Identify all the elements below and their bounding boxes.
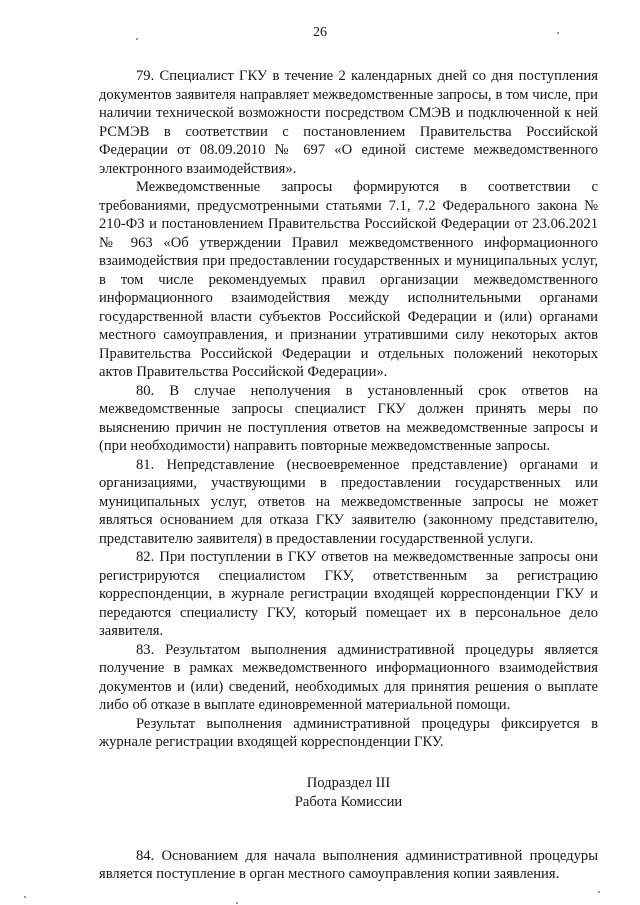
paragraph-interagency-requests: Межведомственные запросы формируются в соответствии с требованиями, предусмотренными статьями 7.1, 7.2 Федерального закона № 210-ФЗ и постановлением Правительства Российской Федерации от 23.06.2021 № 963 «Об утверждении Правил межведомственного информационного взаимодействия при предоставлении государственных и муниципальных услуг, в том числе рекомендуемых правил организации межведомственного информационного взаимодействия между исполнительными органами государственной власти субъектов Российской Федерации и (или) органами местного самоуправления, и признании утратившими силу некоторых актов Правительства Российской Федерации и отдельных положений некоторых актов Правительства Российской Федерации». xyxy=(99,179,598,380)
paragraph-80: 80. В случае неполучения в установленный срок ответов на межведомственные запросы специалист ГКУ должен принять меры по выяснению причин не поступления ответов на межведомственные запросы и (при необходимости) направить повторные межведомственные запросы. xyxy=(99,382,598,454)
paragraph-83: 83. Результатом выполнения административной процедуры является получение в рамках межведомственного информационного взаимодействия документов и (или) сведений, необходимых для принятия решения о выплате либо об отказе в выплате единовременной материальной помощи. xyxy=(99,641,598,713)
paragraph-79: 79. Специалист ГКУ в течение 2 календарных дней со дня поступления документов заявителя направляет межведомственные запросы, в том числе, при наличии технической возможности посредством СМЭВ и подключенной к ней РСМЭВ в соответствии с постановлением Правительства Российской Федерации от 08.09.2010 № 697 «О единой системе межведомственного электронного взаимодействия». xyxy=(99,68,598,177)
subsection-number: Подраздел III xyxy=(306,774,391,791)
paragraph-81: 81. Непредставление (несвоевременное представление) органами и организациями, участвующими в предоставлении государственных или муниципальных услуг, ответов на межведомственные запросы не может являться основанием для отказа ГКУ заявителю (законному представителю, представителю заявителя) в предоставлении государственной услуги. xyxy=(99,456,598,547)
scan-speck xyxy=(236,902,238,904)
paragraph-result: Результат выполнения административной процедуры фиксируется в журнале регистрации входящей корреспонденции ГКУ. xyxy=(99,715,598,750)
page-number: 26 xyxy=(313,25,327,40)
subsection-heading xyxy=(99,774,598,812)
subsection-title: Работа Комиссии xyxy=(294,793,403,810)
scan-speck xyxy=(598,891,600,893)
scan-speck xyxy=(557,32,559,34)
scan-speck xyxy=(24,896,26,898)
scan-speck xyxy=(136,38,138,40)
paragraph-82: 82. При поступлении в ГКУ ответов на межведомственные запросы они регистрируются специалистом ГКУ, ответственным за регистрацию корреспонденции, в журнале регистрации входящей корреспонденции ГКУ и передаются специалисту ГКУ, который помещает их в персональное дело заявителя. xyxy=(99,549,598,639)
paragraph-84: 84. Основанием для начала выполнения административной процедуры является поступление в орган местного самоуправления копии заявления. xyxy=(99,847,598,882)
document-body xyxy=(99,67,598,884)
